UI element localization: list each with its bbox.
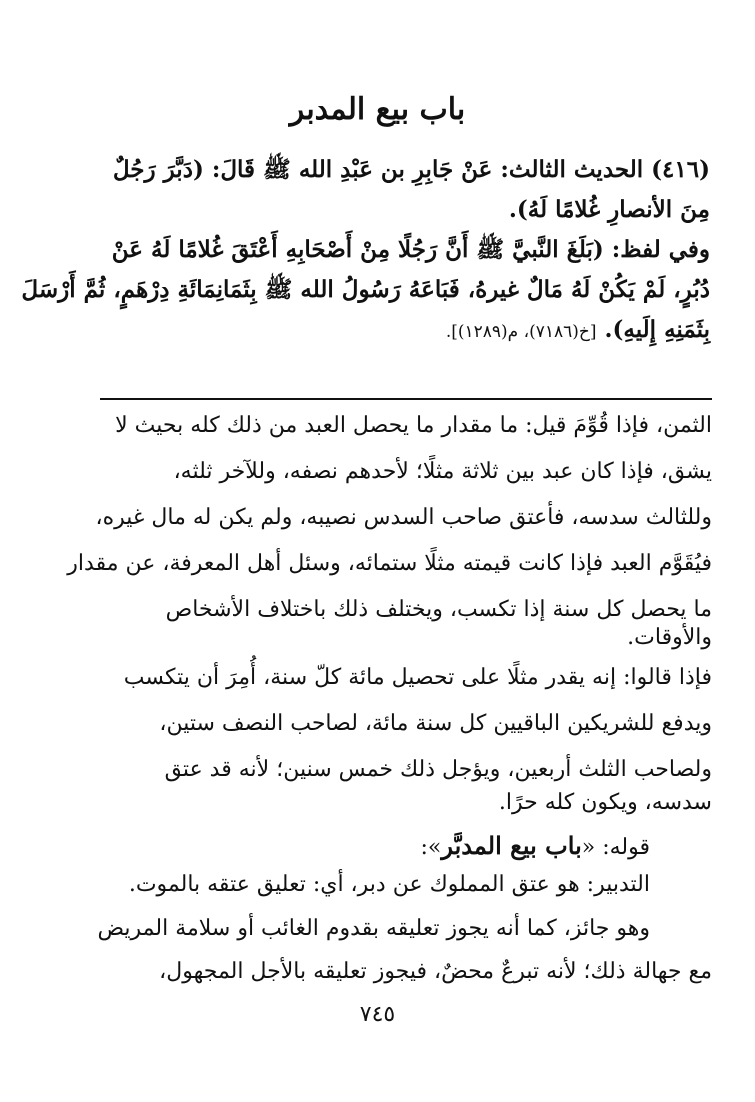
chapter-title: باب بيع المدبر [289, 92, 466, 127]
commentary-subheading [421, 831, 651, 860]
page-number: ٧٤٥ [359, 1002, 396, 1027]
hadith-source-reference: [خ(٧١٨٦)، م(١٢٨٩)]. [445, 322, 597, 342]
commentary-line: يشق، فإذا كان عبد بين ثلاثة مثلًا؛ لأحدهم نصفه، وللآخر ثلثه، [173, 459, 712, 484]
hadith-line: (٤١٦) الحديث الثالث: عَنْ جَابِرِ بن عَبْدِ الله ﷺ قَالَ: (دَبَّرَ رَجُلٌ [112, 156, 710, 183]
commentary-line: الثمن، فإذا قُوِّمَ قيل: ما مقدار ما يحصل العبد من ذلك كله بحيث لا [115, 413, 712, 438]
commentary-line: وهو جائز، كما أنه يجوز تعليقه بقدوم الغائب أو سلامة المريض [97, 916, 650, 941]
commentary-line: فإذا قالوا: إنه يقدر مثلًا على تحصيل مائة كلّ سنة، أُمِرَ أن يتكسب [123, 665, 712, 690]
subheading-prefix: قوله: « [581, 835, 650, 860]
hadith-line: مِنَ الأنصارِ غُلامًا لَهُ). [508, 196, 710, 223]
subheading-title: باب بيع المدبَّر [441, 831, 582, 860]
commentary-line: سدسه، ويكون كله حرًا. [498, 790, 712, 815]
commentary-line: التدبير: هو عتق المملوك عن دبر، أي: تعليق عتقه بالموت. [128, 872, 650, 897]
commentary-line: ولصاحب الثلث أربعين، ويؤجل ذلك خمس سنين؛ لأنه قد عتق [164, 757, 712, 782]
hadith-line-text: بِثَمَنِهِ إِلَيهِ). [604, 316, 710, 343]
commentary-line: والأوقات. [627, 625, 712, 650]
commentary-line: ما يحصل كل سنة إذا تكسب، ويختلف ذلك باختلاف الأشخاص [165, 597, 712, 622]
commentary-line: وللثالث سدسه، فأعتق صاحب السدس نصيبه، ولم يكن له مال غيره، [95, 505, 712, 530]
commentary-text [21, 0, 712, 1002]
commentary-line: مع جهالة ذلك؛ لأنه تبرعٌ محضٌ، فيجوز تعليقه بالأجل المجهول، [159, 959, 712, 984]
commentary-line: فيُقَوَّم العبد فإذا كانت قيمته مثلًا ستمائه، وسئل أهل المعرفة، عن مقدار [67, 551, 712, 576]
subheading-suffix: »: [420, 835, 442, 860]
commentary-line: ويدفع للشريكين الباقيين كل سنة مائة، لصاحب النصف ستين، [159, 711, 712, 736]
hadith-line: وفي لفظ: (بَلَغَ النَّبيَّ ﷺ أَنَّ رَجُلًا مِنْ أَصْحَابِهِ أَعْتَقَ غُلامًا لَهُ عَنْ [111, 236, 710, 263]
hadith-line: دُبُرٍ، لَمْ يَكُنْ لَهُ مَالٌ غيرهُ، فَبَاعَهُ رَسُولُ الله ﷺ بِثَمَانِمَائَةِ دِرْهَمٍ، ثُمَّ أَرْسَلَ [21, 276, 710, 303]
